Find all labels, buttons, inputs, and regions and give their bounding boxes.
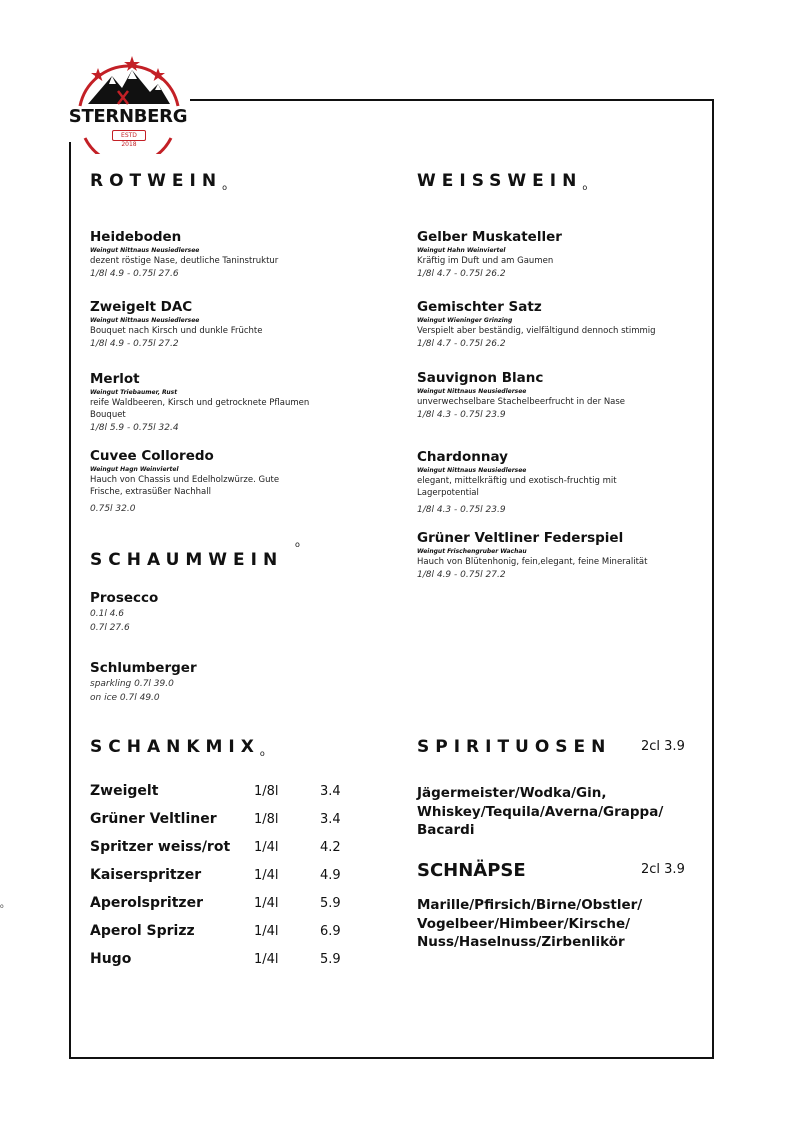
wine-description: unverwechselbare Stachelbeerfrucht in der Nase: [417, 397, 626, 407]
mix-size: 1/4l: [254, 868, 279, 883]
wine-name: Gelber Muskateller: [417, 229, 562, 245]
list-item: [90, 229, 390, 282]
table-row: [90, 951, 370, 979]
mix-name: Kaiserspritzer: [90, 867, 202, 883]
wine-description: Bouquet nach Kirsch und dunkle Früchte: [90, 326, 263, 336]
list-item: [90, 590, 390, 635]
wine-description: reife Waldbeeren, Kirsch und getrocknete Pflaumen Bouquet: [90, 398, 310, 420]
schankmix-title-text: SCHANKMIX: [90, 737, 260, 757]
wine-producer: Weingut Nittnaus Neusiedlersee: [90, 317, 200, 324]
wine-price: 1/8l 5.9 - 0.75l 32.4: [90, 423, 179, 433]
wine-description: Hauch von Blütenhonig, fein,elegant, feine Mineralität: [417, 557, 648, 567]
wine-name: Gemischter Satz: [417, 299, 542, 315]
wine-price: 1/8l 4.9 - 0.75l 27.2: [417, 570, 506, 580]
wine-price: 0.7l 27.6: [90, 623, 130, 633]
list-item: [90, 299, 390, 352]
wine-price: 1/8l 4.9 - 0.75l 27.6: [90, 269, 179, 279]
wine-price: 1/8l 4.7 - 0.75l 26.2: [417, 339, 506, 349]
wine-price: 1/8l 4.3 - 0.75l 23.9: [417, 410, 506, 420]
wine-price: 1/8l 4.7 - 0.75l 26.2: [417, 269, 506, 279]
list-item: [417, 530, 717, 583]
wine-description: Verspielt aber beständig, vielfältigund dennoch stimmig: [417, 326, 656, 336]
mix-price: 4.2: [320, 840, 341, 855]
schnaepse-line: Nuss/Haselnuss/Zirbenlikör: [417, 934, 625, 950]
wine-producer: Weingut Frischengruber Wachau: [417, 548, 527, 555]
wine-name: Zweigelt DAC: [90, 299, 193, 315]
degree-mark: o: [222, 183, 227, 192]
table-row: [90, 839, 370, 867]
spirituosen-title-text: SPIRITUOSEN: [417, 737, 612, 757]
mix-size: 1/4l: [254, 896, 279, 911]
spirituosen-list: [417, 784, 707, 840]
schnaepse-line: Vogelbeer/Himbeer/Kirsche/: [417, 915, 631, 932]
table-row: [90, 867, 370, 895]
degree-mark: o: [582, 183, 588, 192]
schnaepse-line: Marille/Pfirsich/Birne/Obstler/: [417, 897, 643, 913]
wine-price: on ice 0.7l 49.0: [90, 693, 160, 703]
wine-name: Merlot: [90, 371, 140, 387]
wine-producer: Weingut Triebaumer, Rust: [90, 389, 178, 396]
logo-est-badge: ESTD 2018: [112, 130, 146, 141]
mix-name: Aperol Sprizz: [90, 923, 195, 939]
sternberg-logo: [66, 46, 190, 154]
table-row: [90, 923, 370, 951]
degree-mark: o: [295, 540, 300, 549]
wine-name: Sauvignon Blanc: [417, 370, 544, 386]
wine-description: Hauch von Chassis und Edelholzwürze. Gute Frische, extrasüßer Nachhall: [90, 475, 280, 497]
table-row: [90, 895, 370, 923]
mix-price: 3.4: [320, 784, 341, 799]
degree-mark: o: [259, 749, 265, 758]
list-item: [90, 448, 290, 517]
list-item: [90, 660, 390, 705]
wine-price: 0.1l 4.6: [90, 609, 124, 619]
weisswein-title-text: WEISSWEIN: [417, 171, 583, 191]
wine-name: Cuvee Colloredo: [90, 448, 214, 464]
wine-producer: Weingut Wieninger Grinzing: [417, 317, 513, 324]
wine-price: 0.75l 32.0: [90, 504, 136, 514]
wine-producer: Weingut Nittnaus Neusiedlersee: [417, 388, 527, 395]
wine-price: 1/8l 4.9 - 0.75l 27.2: [90, 339, 179, 349]
wine-producer: Weingut Hahn Weinviertel: [417, 247, 506, 254]
rotwein-title-text: ROTWEIN: [90, 171, 223, 191]
section-title-schnaepse: SCHNÄPSE: [417, 860, 526, 881]
mix-name: Grüner Veltliner: [90, 811, 217, 827]
schankmix-table: [90, 783, 370, 979]
section-title-weisswein: [417, 171, 587, 191]
stray-degree-mark: o: [0, 903, 4, 910]
schaumwein-title-text: SCHAUMWEIN: [90, 550, 284, 570]
mix-name: Spritzer weiss/rot: [90, 839, 231, 855]
table-row: [90, 811, 370, 839]
section-title-schaumwein: [90, 550, 283, 570]
spirituosen-line: Bacardi: [417, 822, 475, 838]
mix-price: 6.9: [320, 924, 341, 939]
list-item: [417, 299, 717, 352]
mix-price: 4.9: [320, 868, 341, 883]
spirituosen-line: Whiskey/Tequila/Averna/Grappa/: [417, 803, 664, 820]
wine-producer: Weingut Hagn Weinviertel: [90, 466, 179, 473]
wine-name: Schlumberger: [90, 660, 197, 676]
mix-price: 3.4: [320, 812, 341, 827]
mix-price: 5.9: [320, 952, 341, 967]
mix-size: 1/4l: [254, 840, 279, 855]
wine-description: dezent röstige Nase, deutliche Taninstruktur: [90, 256, 279, 266]
wine-name: Grüner Veltliner Federspiel: [417, 530, 624, 546]
wine-name: Heideboden: [90, 229, 182, 245]
list-item: [417, 229, 717, 282]
section-title-rotwein: [90, 171, 227, 191]
mix-name: Aperolspritzer: [90, 895, 203, 911]
schnaepse-price: 2cl 3.9: [641, 862, 685, 877]
wine-price: sparkling 0.7l 39.0: [90, 679, 174, 689]
logo-wordmark: STERNBERG: [68, 106, 188, 127]
table-row: [90, 783, 370, 811]
spirituosen-price: 2cl 3.9: [641, 739, 685, 754]
wine-name: Chardonnay: [417, 449, 508, 465]
wine-description: Kräftig im Duft und am Gaumen: [417, 256, 554, 266]
section-title-spirituosen: [417, 737, 611, 757]
mix-size: 1/8l: [254, 812, 279, 827]
list-item: [417, 449, 657, 518]
wine-name: Prosecco: [90, 590, 159, 606]
schnaepse-list: [417, 896, 707, 952]
mix-name: Hugo: [90, 951, 132, 967]
spirituosen-line: Jägermeister/Wodka/Gin,: [417, 785, 607, 801]
wine-producer: Weingut Nittnaus Neusiedlersee: [90, 247, 200, 254]
mix-price: 5.9: [320, 896, 341, 911]
list-item: [90, 371, 320, 436]
section-title-schankmix: [90, 737, 265, 757]
mix-size: 1/8l: [254, 784, 279, 799]
mix-size: 1/4l: [254, 952, 279, 967]
wine-producer: Weingut Nittnaus Neusiedlersee: [417, 467, 527, 474]
list-item: [417, 370, 717, 423]
mix-size: 1/4l: [254, 924, 279, 939]
wine-description: elegant, mittelkräftig und exotisch-fruchtig mit Lagerpotential: [417, 476, 617, 498]
mix-name: Zweigelt: [90, 783, 159, 799]
wine-price: 1/8l 4.3 - 0.75l 23.9: [417, 505, 506, 515]
